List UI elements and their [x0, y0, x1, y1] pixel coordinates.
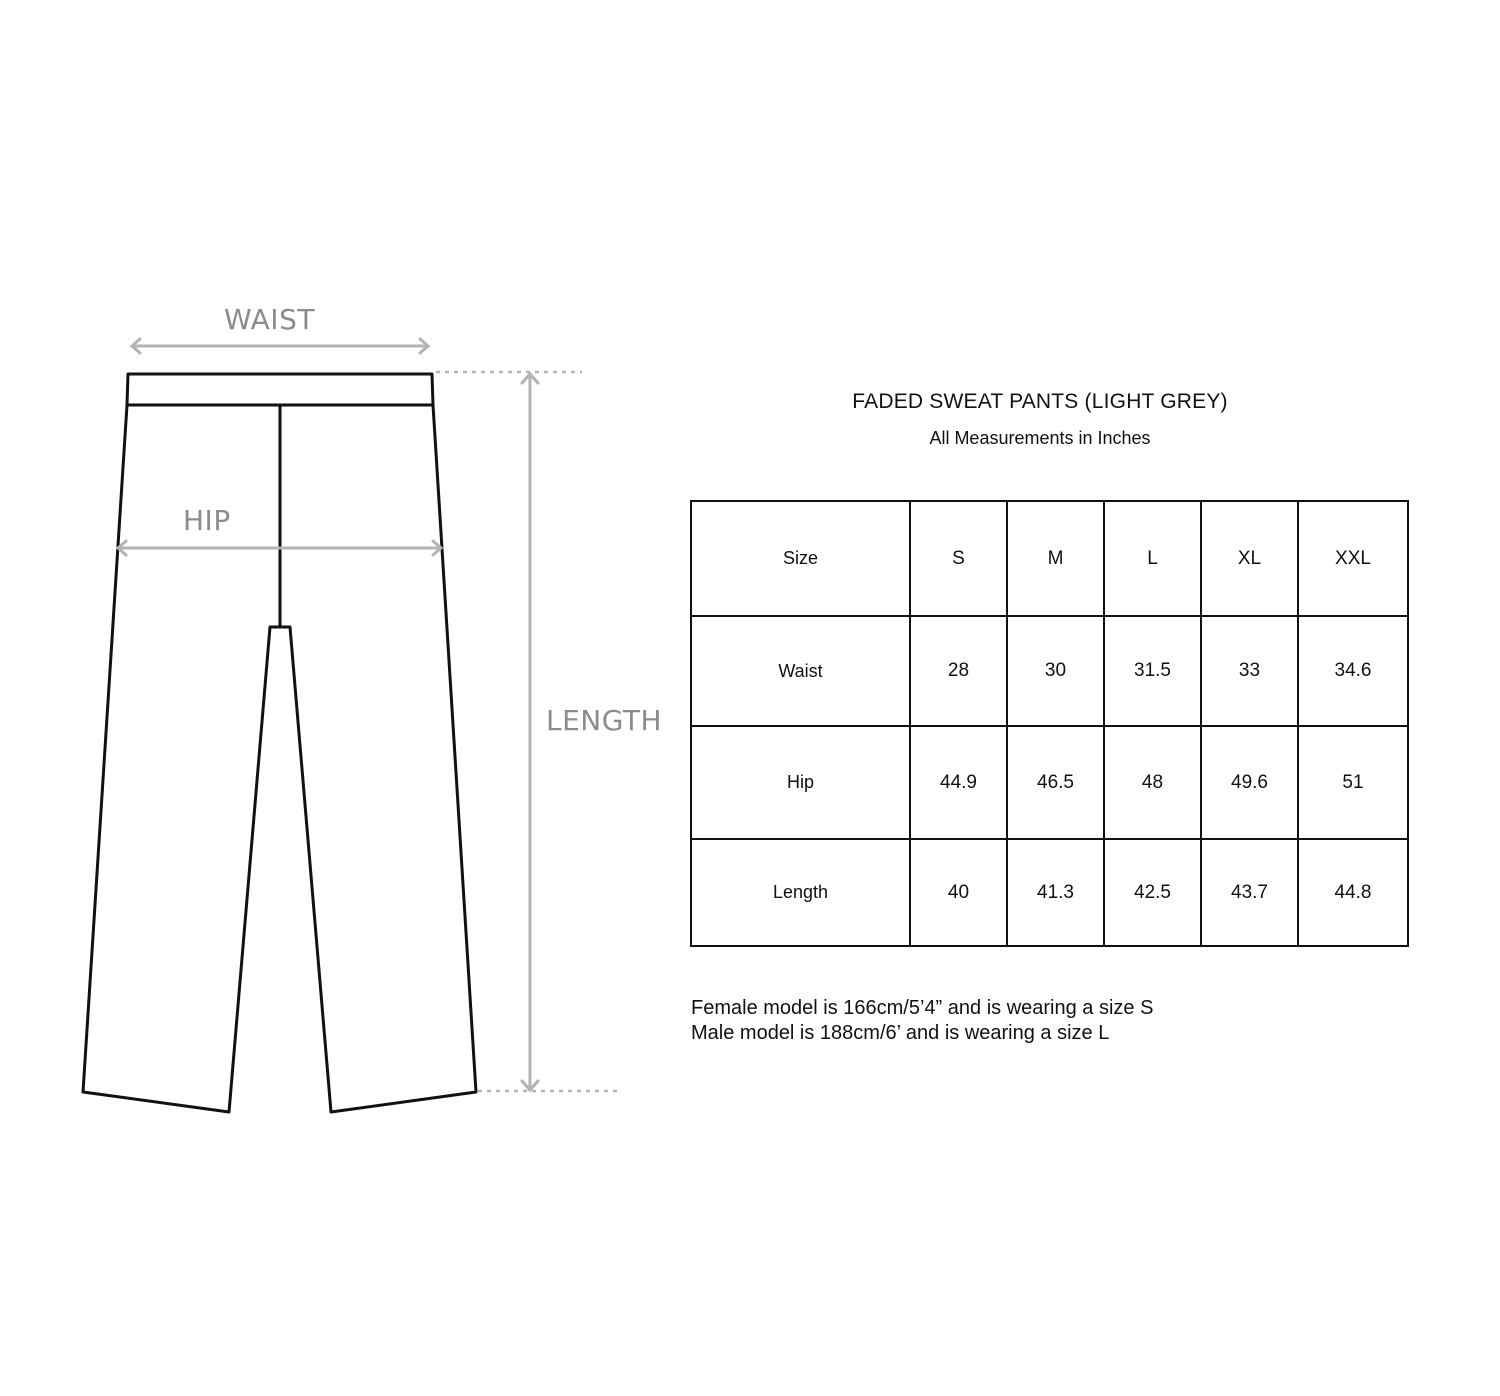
table-cell: 30 [1007, 616, 1104, 726]
table-cell: 31.5 [1104, 616, 1201, 726]
table-cell: 44.8 [1298, 839, 1408, 946]
table-row-hip [691, 726, 1408, 839]
table-cell: 33 [1201, 616, 1298, 726]
length-label: LENGTH [546, 704, 663, 737]
chart-title: FADED SWEAT PANTS (LIGHT GREY) [852, 390, 1228, 413]
table-cell: 41.3 [1007, 839, 1104, 946]
female-model-note: Female model is 166cm/5’4” and is wearing a size S [691, 997, 1154, 1019]
table-cell: 49.6 [1201, 726, 1298, 839]
row-label-waist: Waist [691, 616, 910, 726]
row-label-length: Length [691, 839, 910, 946]
table-row-waist [691, 616, 1408, 726]
header-xxl: XXL [1298, 501, 1408, 616]
table-cell: 51 [1298, 726, 1408, 839]
table-row-length [691, 839, 1408, 946]
waist-measure-arrow [132, 339, 428, 353]
pants-diagram [0, 0, 680, 1160]
header-l: L [1104, 501, 1201, 616]
table-cell: 42.5 [1104, 839, 1201, 946]
size-table [690, 500, 1409, 947]
male-model-note: Male model is 188cm/6’ and is wearing a size L [691, 1022, 1110, 1044]
header-s: S [910, 501, 1007, 616]
table-cell: 43.7 [1201, 839, 1298, 946]
table-cell: 34.6 [1298, 616, 1408, 726]
length-measure-arrow [522, 374, 538, 1090]
hip-label: HIP [183, 504, 231, 537]
row-label-hip: Hip [691, 726, 910, 839]
model-notes [691, 996, 1153, 1046]
table-cell: 28 [910, 616, 1007, 726]
waistband-outline [127, 374, 433, 405]
table-cell: 46.5 [1007, 726, 1104, 839]
header-xl: XL [1201, 501, 1298, 616]
waist-label: WAIST [224, 303, 315, 336]
chart-subtitle: All Measurements in Inches [929, 428, 1151, 448]
table-header-row [691, 501, 1408, 616]
table-cell: 44.9 [910, 726, 1007, 839]
header-m: M [1007, 501, 1104, 616]
table-cell: 40 [910, 839, 1007, 946]
header-size: Size [691, 501, 910, 616]
table-cell: 48 [1104, 726, 1201, 839]
